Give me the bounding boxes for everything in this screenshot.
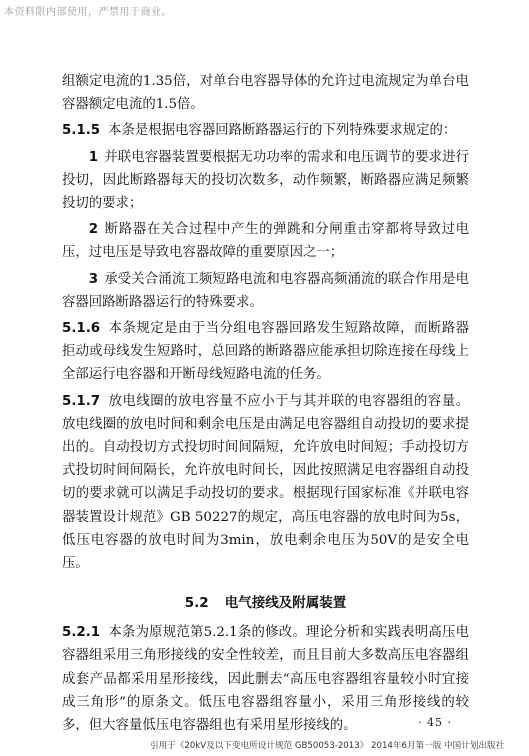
- clause-number: 5.2.1: [62, 625, 101, 641]
- clause-text: 本条为原规范第5.2.1条的修改。理论分析和实践表明高压电容器组采用三角形接线的安全性较差，而且目前大多数高压电容器组成套产品都采用星形接线，因此删去“高压电容器组容量较小时宜接成三角形”的原条文。低压电容器组容量小，采用三角形接线的较多，但大容量低压电容器组也有采用星形接线的。: [62, 625, 469, 734]
- clause-5-1-5: [62, 119, 469, 142]
- clause-5-1-6: [62, 317, 469, 387]
- clause-number: 5.1.6: [62, 321, 101, 337]
- clause-number: 5.1.7: [62, 393, 101, 409]
- item-text: 断路器在关合过程中产生的弹跳和分闸重击穿都将导致过电压，过电压是导致电容器故障的重要原因之一；: [62, 222, 469, 261]
- item-number: 1: [88, 149, 99, 165]
- section-number: 5.2: [184, 595, 209, 612]
- item-text: 承受关合涌流工频短路电流和电容器高频涌流的联合作用是电容器回路断路器运行的特殊要求。: [62, 271, 469, 310]
- clause-5-1-7: [62, 390, 469, 576]
- clause-5-2-1: [62, 621, 469, 737]
- citation-footer: 引用于《20kV及以下变电所设计规范 GB50053-2013》 2014年6月第一版 中国计划出版社: [150, 741, 505, 751]
- page-number: · 45 ·: [418, 716, 452, 729]
- item-text: 并联电容器装置要根据无功功率的需求和电压调节的要求进行投切，因此断路器每天的投切次数多，动作频繁，断路器应满足频繁投切的要求；: [62, 149, 469, 212]
- list-item-2: [62, 218, 469, 264]
- section-heading: [62, 591, 469, 611]
- paragraph-continuation: 组额定电流的1.35倍，对单台电容器导体的允许过电流规定为单台电容器额定电流的1.5倍。: [62, 74, 469, 113]
- section-title-text: 电气接线及附属装置: [224, 595, 347, 612]
- clause-number: 5.1.5: [62, 123, 101, 139]
- clause-text: 本条规定是由于当分组电容器回路发生短路故障，而断路器拒动或母线发生短路时，总回路的断路器应能承担切除连接在母线上全部运行电容器和开断母线短路电流的任务。: [62, 321, 469, 383]
- clause-text: 本条是根据电容器回路断路器运行的下列特殊要求规定的：: [108, 123, 457, 139]
- item-number: 3: [88, 271, 99, 287]
- list-item-3: [62, 268, 469, 314]
- item-number: 2: [88, 222, 99, 238]
- document-body: [62, 70, 469, 737]
- clause-text: 放电线圈的放电容量不应小于与其并联的电容器组的容量。放电线圈的放电时间和剩余电压是由满足电容器组自动投切的要求提出的。自动投切方式投切时间间隔短，允许放电时间短；手动投切方式投切时间间隔长，允许放电时间长，因此按照满足电容器组自动投切的要求就可以满足手动投切的要求。根据现行国家标准《并联电容器装置设计规范》GB 50227的规定，高压电容器的放电时间为5s，低压电容器的放电时间为3min，放电剩余电压为50V的是安全电压。: [62, 393, 469, 572]
- watermark-text: 本资料限内部使用，严禁用于商业。: [4, 7, 172, 18]
- list-item-1: [62, 146, 469, 216]
